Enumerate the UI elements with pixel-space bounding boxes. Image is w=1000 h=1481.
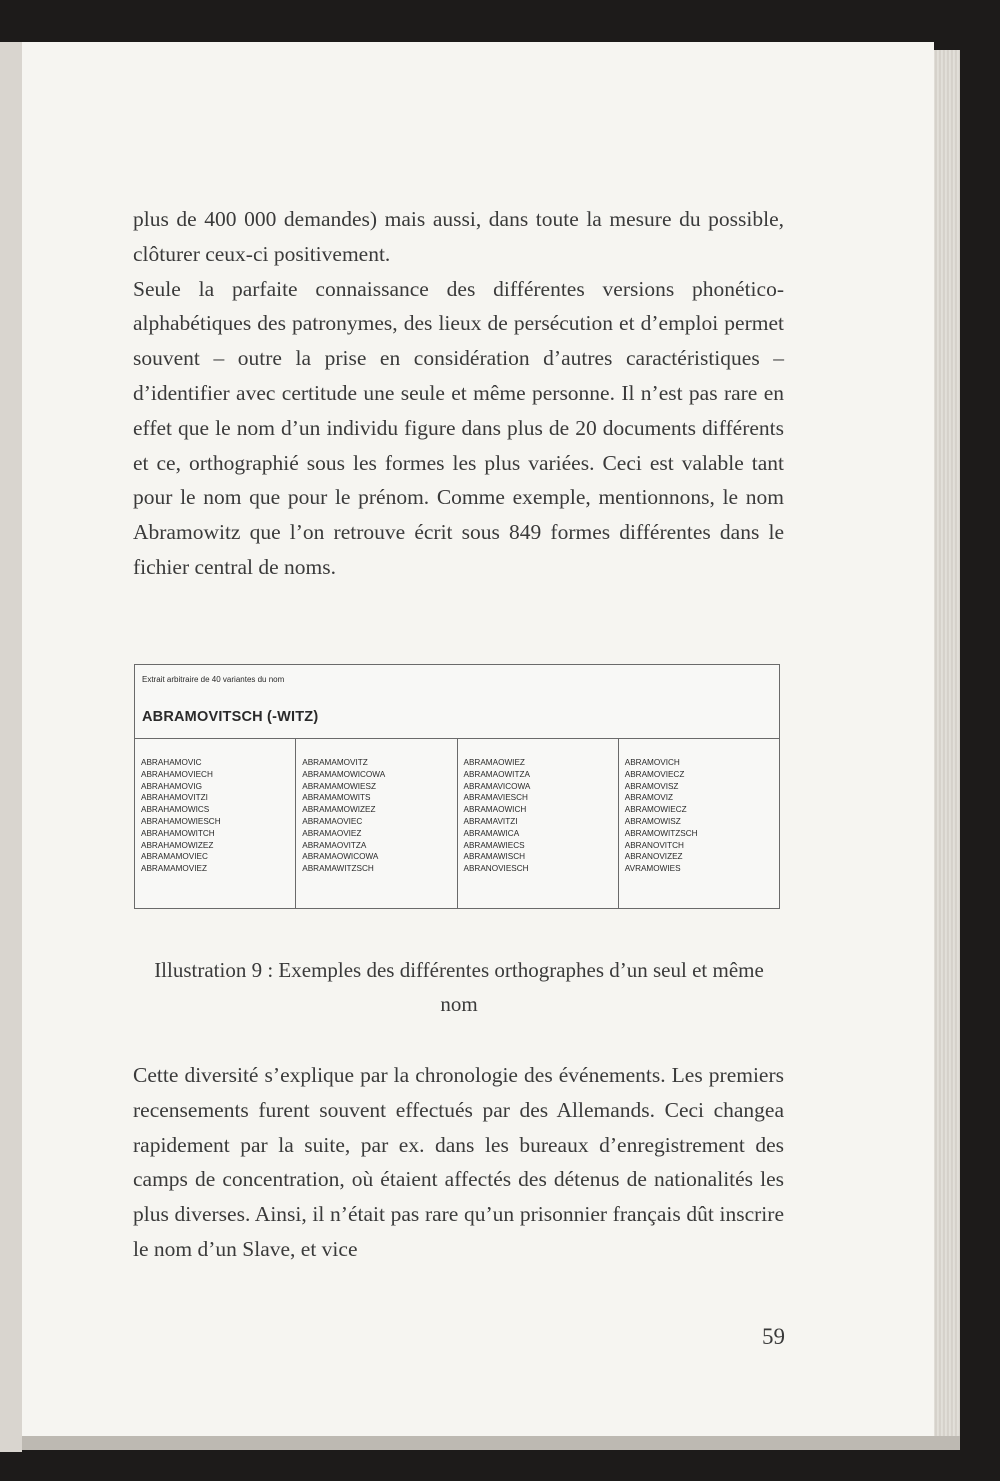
variant-name: ABRAMAWICA xyxy=(463,828,520,838)
variant-column-4 xyxy=(618,739,779,908)
variant-name: ABRAHAMOVITZI xyxy=(141,793,208,803)
paragraph-2: Seule la parfaite connaissance des différentes versions phonético-alphabétiques des patronymes, des lieux de persécution et d’emploi permet souvent – outre la prise en considération d’autres caractéristiques – d’identifier avec certitude une seule et même personne. Il n’est pas rare en effet que le nom d’un individu figure dans plus de 20 documents différents et ce, orthographié sous les formes les plus variées. Ceci est valable tant pour le nom que pour le prénom. Comme exemple, mentionnons, le nom Abramowitz que l’on retrouve écrit sous 849 formes différentes dans le fichier central de noms. xyxy=(133,276,784,579)
variant-name: ABRAMAOWITZA xyxy=(463,769,530,779)
variant-name: ABRAMAOWICH xyxy=(463,805,527,815)
variant-name: ABRAMOVISZ xyxy=(624,781,679,791)
variant-name: ABRAMOVIECZ xyxy=(624,769,685,779)
variant-name: ABRAMAOVIEZ xyxy=(302,828,362,838)
variant-name: AVRAMOWIES xyxy=(624,864,681,874)
variant-columns xyxy=(135,739,779,908)
variant-name: ABRANOVIZEZ xyxy=(624,852,683,862)
variant-name: ABRAMOVICH xyxy=(624,758,680,767)
variant-name: ABRAMOWISZ xyxy=(624,816,681,826)
figure-title: ABRAMOVITSCH (-WITZ) xyxy=(142,709,319,725)
variant-name: ABRAHAMOWICS xyxy=(141,805,210,815)
variant-name: ABRAMAMOVIEC xyxy=(141,852,208,862)
variant-name: ABRANOVIESCH xyxy=(463,864,529,874)
adjacent-page-edge xyxy=(0,42,22,1452)
page-bottom-edge xyxy=(22,1436,960,1450)
text-block-bottom xyxy=(133,1058,784,1267)
variant-name: ABRAMAMOWIESZ xyxy=(302,781,376,791)
variant-name: ABRAMAWISCH xyxy=(463,852,526,862)
variant-name: ABRAHAMOVIC xyxy=(141,758,202,767)
variant-name: ABRAMOVIZ xyxy=(624,793,673,803)
variant-name: ABRAMAOWIEZ xyxy=(463,758,525,767)
variant-name: ABRAHAMOWITCH xyxy=(141,828,215,838)
page-fore-edge xyxy=(934,50,960,1436)
page-number: 59 xyxy=(762,1324,785,1349)
variant-name: ABRAHAMOVIG xyxy=(141,781,202,791)
variant-name: ABRAMAMOWIZEZ xyxy=(302,805,376,815)
text-block-top xyxy=(133,202,784,585)
variant-name: ABRAMAMOWICOWA xyxy=(302,769,386,779)
variant-name: ABRAMAWITZSCH xyxy=(302,864,374,874)
name-variants-figure xyxy=(134,664,780,909)
variant-name: ABRAHAMOVIECH xyxy=(141,769,213,779)
variant-name: ABRAMAVITZI xyxy=(463,816,518,826)
variant-name: ABRAMOWITZSCH xyxy=(624,828,698,838)
variant-name: ABRAMAWIECS xyxy=(463,840,525,850)
variant-name: ABRAMAVICOWA xyxy=(463,781,531,791)
variant-name: ABRAHAMOWIESCH xyxy=(141,816,221,826)
figure-caption: Illustration 9 : Exemples des différentes orthographes d’un seul et même nom xyxy=(154,958,764,1016)
variant-name: ABRAMAOVIEC xyxy=(302,816,363,826)
variant-name: ABRAMAMOVITZ xyxy=(302,758,368,767)
variant-column-3 xyxy=(457,739,618,908)
variant-name: ABRAMOWIECZ xyxy=(624,805,687,815)
variant-name: ABRANOVITCH xyxy=(624,840,684,850)
variant-name: ABRAMAMOVIEZ xyxy=(141,864,207,874)
figure-subtitle: Extrait arbitraire de 40 variantes du nom xyxy=(142,675,285,684)
variant-name: ABRAMAOWICOWA xyxy=(302,852,379,862)
paragraph-1: plus de 400 000 demandes) mais aussi, dans toute la mesure du possible, clôturer ceux-ci positivement. xyxy=(133,207,784,266)
paragraph-3: Cette diversité s’explique par la chronologie des événements. Les premiers recensements furent souvent effectués par des Allemands. Ceci changea rapidement par la suite, par ex. dans les bureaux d’enregistrement des camps de concentration, où étaient affectés des détenus de nationalités les plus diverses. Ainsi, il n’était pas rare qu’un prisonnier français dût inscrire le nom d’un Slave, et vice xyxy=(133,1063,784,1261)
variant-name: ABRAMAOVITZA xyxy=(302,840,367,850)
variant-column-1 xyxy=(135,739,295,908)
variant-name: ABRAMAVIESCH xyxy=(463,793,528,803)
variant-name: ABRAHAMOWIZEZ xyxy=(141,840,214,850)
variant-name: ABRAMAMOWITS xyxy=(302,793,371,803)
variant-column-2 xyxy=(295,739,456,908)
